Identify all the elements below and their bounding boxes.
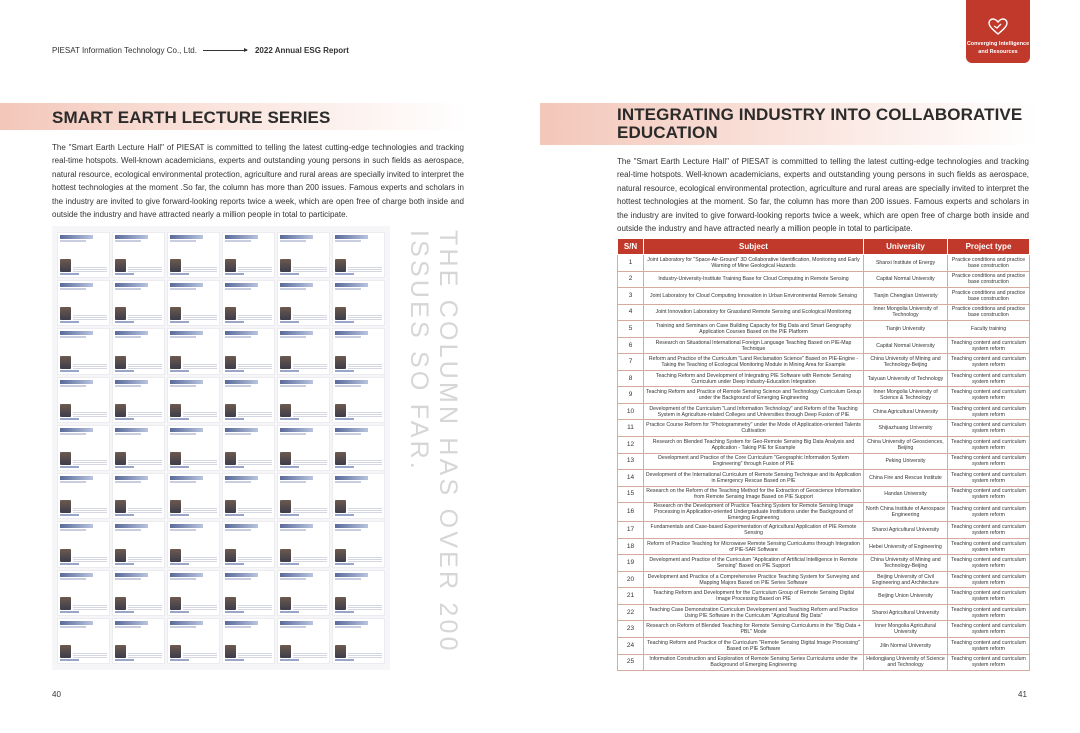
lecture-poster-thumbnail [112,570,165,616]
table-row [618,370,1030,387]
cell-university: Beijing Union University [864,588,948,605]
lecture-poster-thumbnail [57,425,110,471]
lecture-poster-thumbnail [57,377,110,423]
right-section-title: INTEGRATING INDUSTRY INTO COLLABORATIVE EDUCATION [617,105,1023,142]
cell-subject: Teaching Reform and Practice of the Curriculum "Remote Sensing Digital Image Processing" Based on PIE Software [644,638,864,655]
cell-subject: Research on Situational International Foreign Language Teaching Based on PIE-Map Technique [644,337,864,354]
section-badge [966,0,1030,63]
lecture-poster-thumbnail [277,377,330,423]
badge-line-2: and Resources [978,49,1018,55]
table-row [618,354,1030,371]
cell-subject: Joint Laboratory for "Space-Air-Ground" 3D Collaborative Identification, Monitoring and Early Warning of Mine Geological Hazards [644,255,864,272]
lecture-poster-thumbnail [277,425,330,471]
cell-sn: 21 [618,588,644,605]
cell-subject: Development of the Curriculum "Land Information Technology" and Reform of the Teaching System in Agriculture-related Colleges and Universities through Deep Fusion of PIE [644,403,864,420]
lecture-poster-thumbnail [222,377,275,423]
cell-university: Tianjin University [864,321,948,338]
lecture-poster-thumbnail [277,521,330,567]
cell-subject: Joint Innovation Laboratory for Grassland Remote Sensing and Ecological Monitoring [644,304,864,321]
lecture-poster-thumbnail [112,377,165,423]
cell-subject: Development and Practice of the Core Curriculum "Geographic Information System Engineering" through Fusion of PIE [644,453,864,470]
header-subject: Subject [644,239,864,255]
cell-subject: Development and Practice of the Curriculum "Application of Artificial Intelligence in Remote Sensing" Based on PIE Support [644,555,864,572]
cell-project-type: Teaching content and curriculum system reform [948,555,1030,572]
cell-project-type: Teaching content and curriculum system reform [948,387,1030,404]
lecture-poster-thumbnail [222,280,275,326]
cell-project-type: Practice conditions and practice base construction [948,271,1030,288]
cell-university: Jilin Normal University [864,638,948,655]
lecture-poster-thumbnail [332,232,385,278]
left-section-title: SMART EARTH LECTURE SERIES [52,108,331,127]
cell-project-type: Teaching content and curriculum system reform [948,453,1030,470]
report-title: 2022 Annual ESG Report [254,46,349,55]
cell-sn: 4 [618,304,644,321]
cell-project-type: Teaching content and curriculum system reform [948,638,1030,655]
table-header-row [618,239,1030,255]
cell-sn: 10 [618,403,644,420]
lecture-poster-thumbnail [222,425,275,471]
cell-university: Shanxi Institute of Energy [864,255,948,272]
cell-sn: 14 [618,470,644,487]
table-row [618,271,1030,288]
cell-project-type: Teaching content and curriculum system reform [948,403,1030,420]
cell-sn: 15 [618,486,644,503]
table-row [618,420,1030,437]
lecture-poster-thumbnail [167,521,220,567]
lecture-poster-thumbnail [332,618,385,664]
lecture-poster-thumbnail [277,280,330,326]
lecture-poster-thumbnail [277,328,330,374]
table-row [618,403,1030,420]
lecture-poster-thumbnail [222,618,275,664]
cell-subject: Teaching Reform and Practice of Remote Sensing Science and Technology Curriculum Group under the Background of Emerging Engineering [644,387,864,404]
lecture-poster-thumbnail [57,521,110,567]
lecture-poster-thumbnail [277,618,330,664]
cell-subject: Teaching Reform and Development for the Curriculum Group of Remote Sensing Digital Image Processing Based on PIE [644,588,864,605]
cell-university: China University of Mining and Technology-Beijing [864,555,948,572]
cell-project-type: Teaching content and curriculum system reform [948,571,1030,588]
cell-university: Shanxi Agricultural University [864,604,948,621]
lecture-poster-thumbnail [57,232,110,278]
lecture-poster-thumbnail [57,570,110,616]
page-number-left: 40 [52,690,61,699]
table-row [618,604,1030,621]
cell-subject: Development and Practice of a Comprehensive Practice Teaching System for Surveying and Mapping Majors Based on PIE Series Software [644,571,864,588]
table-row [618,255,1030,272]
table-row [618,654,1030,671]
cell-university: Inner Mongolia University of Technology [864,304,948,321]
cell-sn: 9 [618,387,644,404]
table-row [618,304,1030,321]
cell-subject: Teaching Case Demonstration Curriculum Development and Teaching Reform and Practice Using PIE Software in the Curriculum "Agricultural Big Data" [644,604,864,621]
table-row [618,437,1030,454]
lecture-poster-thumbnail [167,232,220,278]
cell-project-type: Teaching content and curriculum system reform [948,470,1030,487]
vertical-slogan: THE COLUMN HAS OVER 200 ISSUES SO FAR. [405,230,462,654]
table-row [618,638,1030,655]
lecture-poster-thumbnail [167,377,220,423]
cell-university: Tianjin Chengjian University [864,288,948,305]
lecture-poster-thumbnail [167,425,220,471]
cell-sn: 5 [618,321,644,338]
lecture-poster-thumbnail [112,521,165,567]
table-row [618,288,1030,305]
cell-project-type: Teaching content and curriculum system reform [948,604,1030,621]
cell-project-type: Faculty training [948,321,1030,338]
cell-project-type: Teaching content and curriculum system reform [948,486,1030,503]
cell-university: North China Institute of Aerospace Engineering [864,503,948,522]
cell-sn: 7 [618,354,644,371]
lecture-poster-thumbnail [167,473,220,519]
cell-subject: Fundamentals and Case-based Experimentation of Agricultural Application of PIE Remote Sensing [644,522,864,539]
table-row [618,522,1030,539]
cell-university: Peking University [864,453,948,470]
cell-subject: Training and Seminars on Case Building Capacity for Big Data and Smart Geography Application Courses Based on the PIE Platform [644,321,864,338]
cell-subject: Research on the Reform of the Teaching Method for the Extraction of Geoscience Information from Remote Sensing Image Based on PIE Support [644,486,864,503]
heart-handshake-icon [988,18,1008,36]
lecture-poster-thumbnail [112,473,165,519]
header-sn: S/N [618,239,644,255]
cell-university: China Fire and Rescue Institute [864,470,948,487]
cell-university: Handan University [864,486,948,503]
lecture-poster-thumbnail [332,377,385,423]
cell-university: Capital Normal University [864,337,948,354]
table-row [618,588,1030,605]
table-row [618,337,1030,354]
lecture-poster-thumbnail [222,521,275,567]
lecture-poster-thumbnail [57,473,110,519]
cell-subject: Research on Reform of Blended Teaching for Remote Sensing Curriculums in the "Big Data + PBL" Mode [644,621,864,638]
cell-university: Shanxi Agricultural University [864,522,948,539]
cell-university: Shijiazhuang University [864,420,948,437]
cell-sn: 11 [618,420,644,437]
table-row [618,571,1030,588]
cell-university: China University of Geosciences, Beijing [864,437,948,454]
cell-university: Hebei University of Engineering [864,538,948,555]
table-row [618,538,1030,555]
cell-subject: Information Construction and Exploration of Remote Sensing Series Curriculums under the Background of Emerging Engineering [644,654,864,671]
lecture-poster-thumbnail [332,473,385,519]
cell-university: Inner Mongolia University of Science & Technology [864,387,948,404]
cell-project-type: Teaching content and curriculum system reform [948,621,1030,638]
lecture-poster-thumbnail [332,280,385,326]
lecture-poster-thumbnail [332,328,385,374]
lecture-poster-thumbnail [277,570,330,616]
cell-sn: 24 [618,638,644,655]
header-university: University [864,239,948,255]
lecture-poster-thumbnail [222,570,275,616]
cell-project-type: Teaching content and curriculum system reform [948,538,1030,555]
cell-project-type: Teaching content and curriculum system reform [948,337,1030,354]
cell-subject: Reform of Practice Teaching for Microwave Remote Sensing Curriculums through Integration of PIE-SAR Software [644,538,864,555]
cell-project-type: Teaching content and curriculum system reform [948,354,1030,371]
lecture-poster-thumbnail [277,473,330,519]
cell-sn: 3 [618,288,644,305]
header-line [52,46,349,55]
lecture-poster-thumbnail [112,232,165,278]
cell-sn: 1 [618,255,644,272]
lecture-poster-thumbnail [167,328,220,374]
table-row [618,503,1030,522]
cell-sn: 16 [618,503,644,522]
cell-subject: Reform and Practice of the Curriculum "Land Reclamation Science" Based on PIE-Engine - Taking the Teaching of Ecological Monitoring Module in Mining Area for Example [644,354,864,371]
cell-project-type: Teaching content and curriculum system reform [948,588,1030,605]
cell-university: Capital Normal University [864,271,948,288]
cell-subject: Teaching Reform and Development of Integrating PIE Software with Remote Sensing Curriculum under Deep Industry-Education Integration [644,370,864,387]
lecture-poster-thumbnail [112,280,165,326]
cell-sn: 19 [618,555,644,572]
company-name: PIESAT Information Technology Co., Ltd. [52,46,197,55]
cell-university: China University of Mining and Technology-Beijing [864,354,948,371]
cell-subject: Research on the Development of Practice Teaching System for Remote Sensing Image Processing in Application-oriented Undergraduate Institutions under the Background of Emerging Engineering [644,503,864,522]
table-row [618,555,1030,572]
lecture-poster-thumbnail [332,425,385,471]
cell-subject: Joint Laboratory for Cloud Computing Innovation in Urban Environmental Remote Sensing [644,288,864,305]
badge-line-1: Converging Intelligence [966,41,1030,47]
arrow-right-icon [203,50,247,51]
table-row [618,486,1030,503]
cell-sn: 13 [618,453,644,470]
header-project-type: Project type [948,239,1030,255]
cell-subject: Development of the International Curriculum of Remote Sensing Technique and its Application in Emergency Rescue Based on PIE [644,470,864,487]
cell-subject: Practice Course Reform for "Photogrammetry" under the Mode of Application-oriented Talents Cultivation [644,420,864,437]
lecture-poster-collage [52,226,390,670]
cell-project-type: Teaching content and curriculum system reform [948,370,1030,387]
cell-sn: 18 [618,538,644,555]
cell-sn: 17 [618,522,644,539]
left-paragraph: The "Smart Earth Lecture Hall" of PIESAT is committed to telling the latest cutting-edge technologies and tracking real-time hotspots. Well-known academicians, experts and outstanding young persons in such fields as aerospace, natural resource, ecological environmental protection, agriculture and rural areas are specially invited to interpret the hottest technologies at the moment .So far, the column has more than 200 issues. Famous experts and scholars in the industry are invited to give forward-looking reports twice a week, which are open free of charge both inside and outside the industry and have attracted nearly a million people in total to participate. [52,143,464,220]
cell-university: China Agricultural University [864,403,948,420]
cell-sn: 8 [618,370,644,387]
cell-subject: Research on Blended Teaching System for Geo-Remote Sensing Big Data Analysis and Application - Taking PIE for Example [644,437,864,454]
lecture-poster-thumbnail [57,280,110,326]
lecture-poster-thumbnail [167,618,220,664]
cell-project-type: Teaching content and curriculum system reform [948,420,1030,437]
projects-table [617,238,1030,671]
lecture-poster-thumbnail [332,521,385,567]
cell-project-type: Teaching content and curriculum system reform [948,437,1030,454]
cell-university: Inner Mongolia Agricultural University [864,621,948,638]
lecture-poster-thumbnail [222,328,275,374]
table-row [618,387,1030,404]
cell-project-type: Teaching content and curriculum system reform [948,522,1030,539]
cell-sn: 6 [618,337,644,354]
lecture-poster-thumbnail [112,618,165,664]
cell-sn: 12 [618,437,644,454]
lecture-poster-thumbnail [167,280,220,326]
cell-sn: 25 [618,654,644,671]
right-paragraph: The "Smart Earth Lecture Hall" of PIESAT is committed to telling the latest cutting-edge technologies and tracking real-time hotspots. Well-known academicians, experts and outstanding young persons in such fields as aerospace, natural resource, ecological environmental protection, agriculture and rural areas are specially invited to interpret the hottest technologies at the moment. So far, the column has more than 200 issues. Famous experts and scholars in the industry are invited to give forward-looking reports twice a week, which are open free of charge both inside and outside the industry and have attracted nearly a million people in total to participate. [617,157,1029,234]
cell-sn: 22 [618,604,644,621]
lecture-poster-thumbnail [167,570,220,616]
cell-sn: 23 [618,621,644,638]
cell-subject: Industry-University-Institute Training Base for Cloud Computing in Remote Sensing [644,271,864,288]
table-row [618,621,1030,638]
cell-project-type: Practice conditions and practice base construction [948,288,1030,305]
cell-university: Taiyuan University of Technology [864,370,948,387]
cell-university: Beijing University of Civil Engineering and Architecture [864,571,948,588]
lecture-poster-thumbnail [277,232,330,278]
table-row [618,453,1030,470]
cell-university: Heilongjiang University of Science and Technology [864,654,948,671]
cell-project-type: Practice conditions and practice base construction [948,255,1030,272]
cell-sn: 20 [618,571,644,588]
cell-project-type: Practice conditions and practice base construction [948,304,1030,321]
cell-sn: 2 [618,271,644,288]
table-row [618,321,1030,338]
lecture-poster-thumbnail [222,473,275,519]
lecture-poster-thumbnail [222,232,275,278]
cell-project-type: Teaching content and curriculum system reform [948,503,1030,522]
page-number-right: 41 [1018,690,1027,699]
table-row [618,470,1030,487]
cell-project-type: Teaching content and curriculum system reform [948,654,1030,671]
lecture-poster-thumbnail [332,570,385,616]
lecture-poster-thumbnail [57,328,110,374]
lecture-poster-thumbnail [112,425,165,471]
lecture-poster-thumbnail [112,328,165,374]
lecture-poster-thumbnail [57,618,110,664]
